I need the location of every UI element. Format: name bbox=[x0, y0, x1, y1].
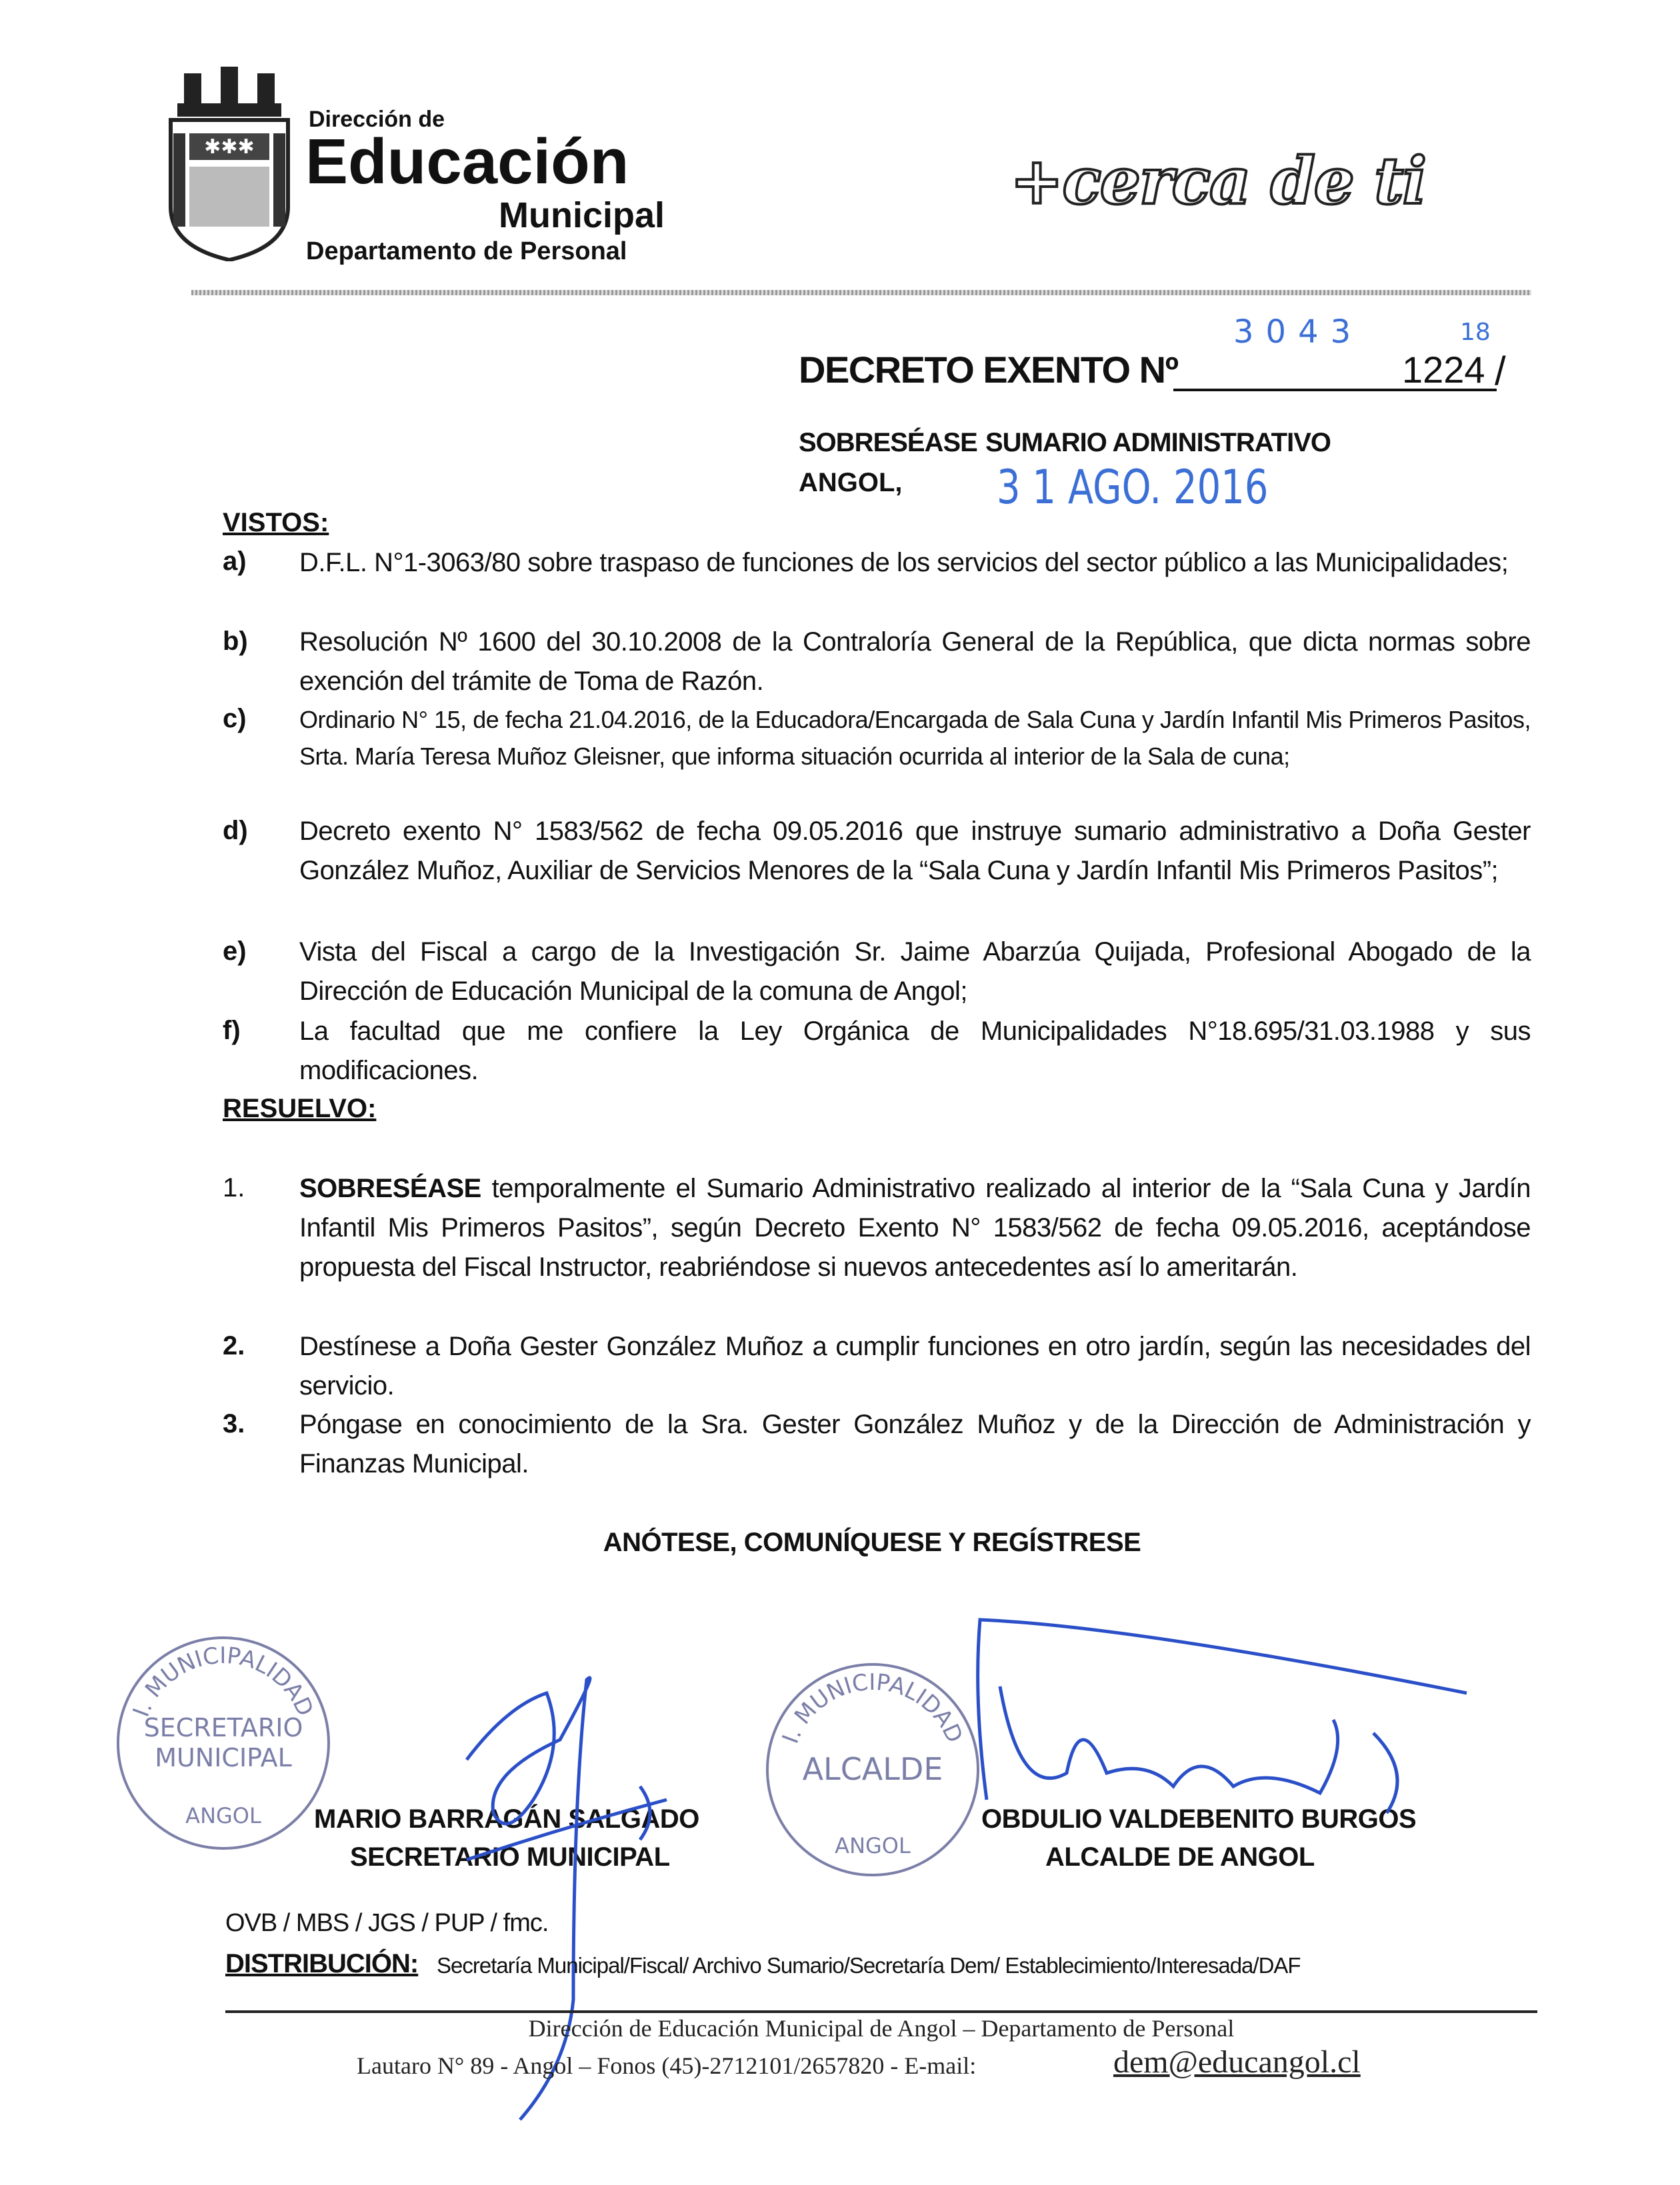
svg-text:I. MUNICIPALIDAD bbox=[777, 1669, 968, 1747]
decree-title: DECRETO EXENTO Nº bbox=[799, 349, 1178, 391]
resuelvo-label-1: 1. bbox=[223, 1173, 245, 1202]
initials: OVB / MBS / JGS / PUP / fmc. bbox=[225, 1909, 549, 1937]
secretario-title: SECRETARIO MUNICIPAL bbox=[350, 1842, 670, 1872]
subject-label: SOBRESÉASE bbox=[799, 428, 977, 457]
alcalde-seal-top: I. MUNICIPALIDAD bbox=[777, 1668, 968, 1748]
resuelvo-item-1-text: temporalmente el Sumario Administrativo realizado al interior de la “Sala Cuna y Jardín Infantil Mis Primeros Pasitos”, según Decreto Exento N° 1583/562 de fecha 09.05.2016, aceptándose propuesta del Fiscal Instructor, reabriéndose si nuevos antecedentes así lo ameritarán. bbox=[299, 1174, 1531, 1282]
secretario-seal-bottom: ANGOL bbox=[185, 1803, 261, 1828]
vistos-heading: VISTOS: bbox=[223, 508, 329, 537]
alcalde-name: OBDULIO VALDEBENITO BURGOS bbox=[981, 1804, 1417, 1834]
secretario-seal bbox=[113, 1633, 333, 1853]
secretario-seal-line2: MUNICIPAL bbox=[155, 1743, 292, 1772]
svg-text:I. MUNICIPALIDAD bbox=[128, 1642, 319, 1720]
vistos-label-c: c) bbox=[223, 704, 247, 733]
resuelvo-label-3: 3. bbox=[223, 1409, 245, 1438]
alcalde-title: ALCALDE DE ANGOL bbox=[1045, 1842, 1315, 1872]
vistos-label-d: d) bbox=[223, 816, 248, 845]
vistos-item-e: Vista del Fiscal a cargo de la Investigación Sr. Jaime Abarzúa Quijada, Profesional Abogado de la Dirección de Educación Municipal de la comuna de Angol; bbox=[299, 937, 1531, 1006]
distribution-label: DISTRIBUCIÓN: bbox=[225, 1949, 419, 1978]
alcalde-seal-middle: ALCALDE bbox=[802, 1751, 943, 1787]
distribution-list: Secretaría Municipal/Fiscal/ Archivo Sumario/Secretaría Dem/ Establecimiento/Interesada/DAF bbox=[437, 1953, 1301, 1978]
secretario-name: MARIO BARRAGÁN SALGADO bbox=[314, 1804, 699, 1834]
alcalde-seal-bottom: ANGOL bbox=[835, 1833, 911, 1858]
vistos-label-a: a) bbox=[223, 547, 247, 576]
header-direccion-de: Dirección de bbox=[309, 107, 445, 132]
alcalde-seal bbox=[763, 1660, 983, 1880]
vistos-label-b: b) bbox=[223, 627, 248, 656]
footer-line2: Lautaro N° 89 - Angol – Fonos (45)-2712101/2657820 - E-mail: bbox=[357, 2052, 977, 2079]
secretario-seal-top: I. MUNICIPALIDAD bbox=[127, 1642, 319, 1721]
date-stamp: 3 1 AGO. 2016 bbox=[997, 460, 1269, 515]
resuelvo-label-2: 2. bbox=[223, 1331, 245, 1360]
footer-line1: Dirección de Educación Municipal de Angol – Departamento de Personal bbox=[528, 2015, 1235, 2042]
resuelvo-item-2: Destínese a Doña Gester González Muñoz a cumplir funciones en otro jardín, según las necesidades del servicio. bbox=[299, 1332, 1531, 1400]
header-municipal: Municipal bbox=[499, 195, 665, 235]
resuelvo-item-1 bbox=[299, 1169, 1531, 1287]
subject: SUMARIO ADMINISTRATIVO bbox=[985, 428, 1331, 457]
vistos-item-c: Ordinario N° 15, de fecha 21.04.2016, de la Educadora/Encargada de Sala Cuna y Jardín Infantil Mis Primeros Pasitos, Srta. María Teresa Muñoz Gleisner, que informa situación ocurrida al interior de la Sala de cuna; bbox=[299, 706, 1531, 770]
resuelvo-item-3: Póngase en conocimiento de la Sra. Gester González Muñoz y de la Dirección de Administración y Finanzas Municipal. bbox=[299, 1410, 1531, 1478]
header-departamento: Departamento de Personal bbox=[306, 237, 627, 265]
vistos-label-e: e) bbox=[223, 937, 247, 966]
header-educacion: Educación bbox=[305, 126, 629, 197]
stamp-number: 3043 bbox=[1233, 313, 1363, 351]
vistos-item-d: Decreto exento N° 1583/562 de fecha 09.05.2016 que instruye sumario administrativo a Doña Gester González Muñoz, Auxiliar de Servicios Menores de la “Sala Cuna y Jardín Infantil Mis Primeros Pasitos”; bbox=[299, 817, 1531, 885]
vistos-item-a: D.F.L. N°1-3063/80 sobre traspaso de funciones de los servicios del sector público a las Municipalidades; bbox=[299, 548, 1509, 577]
slogan: +cerca de ti bbox=[1010, 143, 1426, 219]
footer-email-link[interactable]: dem@educangol.cl bbox=[1113, 2044, 1361, 2080]
vistos-item-b: Resolución Nº 1600 del 30.10.2008 de la Contraloría General de la República, que dicta normas sobre exención del trámite de Toma de Razón. bbox=[299, 627, 1531, 696]
alcalde-signature-icon bbox=[978, 1620, 1467, 1813]
decree-number: 1224 bbox=[1402, 349, 1485, 391]
resuelvo-item-1-lead: SOBRESÉASE bbox=[299, 1174, 481, 1203]
vistos-item-f: La facultad que me confiere la Ley Orgánica de Municipalidades N°18.695/31.03.1988 y sus modificaciones. bbox=[299, 1017, 1531, 1085]
crest-logo bbox=[164, 67, 295, 261]
closing-formula: ANÓTESE, COMUNÍQUESE Y REGÍSTRESE bbox=[603, 1528, 1141, 1557]
header-divider bbox=[191, 290, 1531, 295]
secretario-seal-line1: SECRETARIO bbox=[143, 1713, 303, 1742]
svg-text:✱✱✱: ✱✱✱ bbox=[204, 136, 255, 158]
decree-slash: / bbox=[1495, 349, 1506, 393]
stamp-small-number: 18 bbox=[1460, 319, 1491, 346]
place: ANGOL, bbox=[799, 468, 903, 497]
resuelvo-heading: RESUELVO: bbox=[223, 1094, 377, 1123]
footer-divider bbox=[225, 2010, 1537, 2013]
vistos-label-f: f) bbox=[223, 1016, 241, 1045]
